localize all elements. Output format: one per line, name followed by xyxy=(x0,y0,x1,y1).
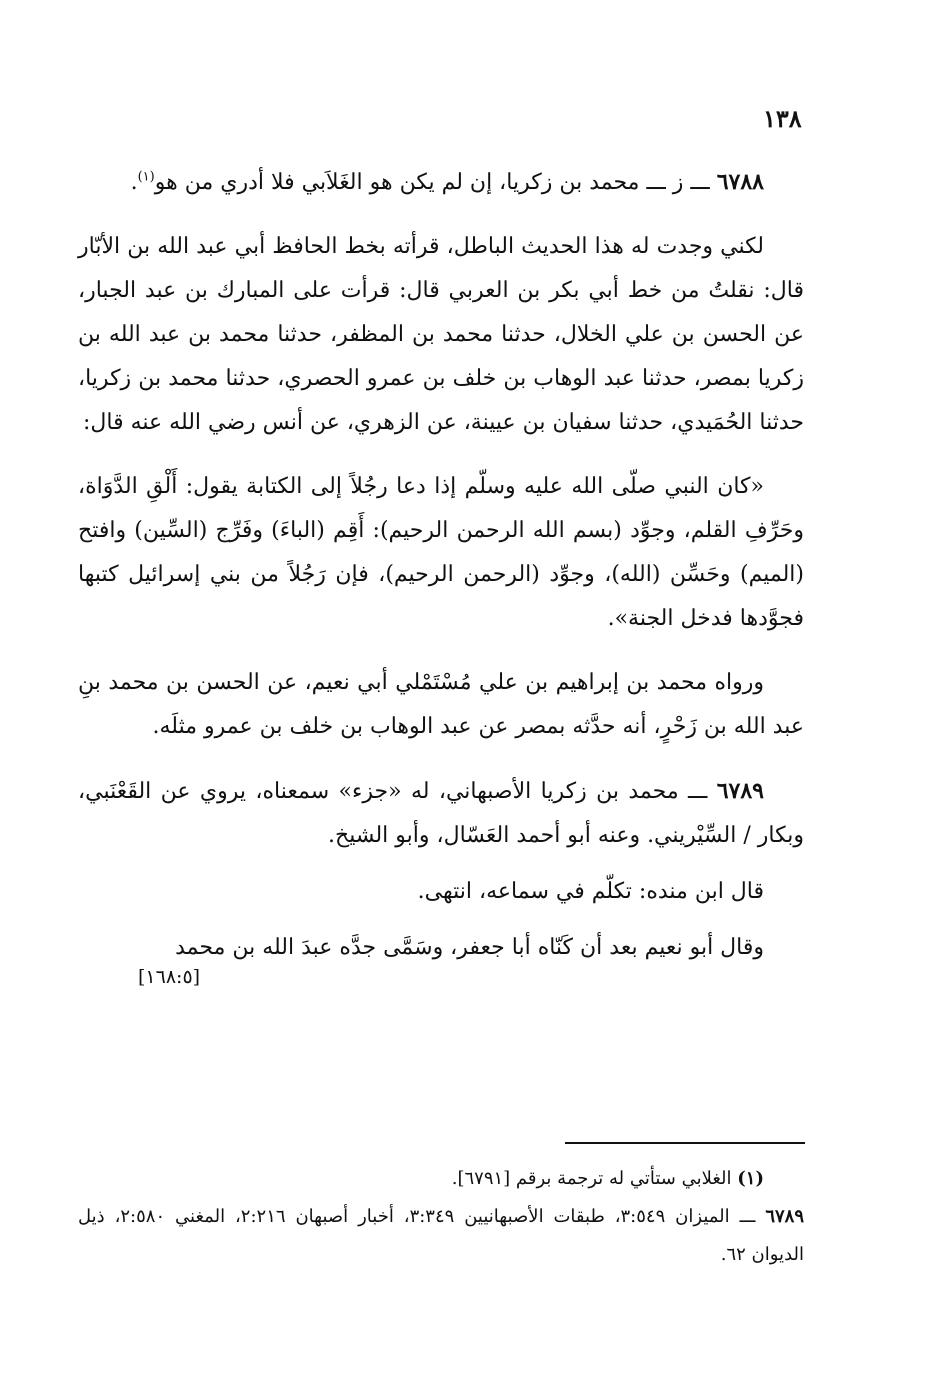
entry-tail: . xyxy=(130,170,138,195)
footnote-text: الغلابي ستأتي له ترجمة برقم [٦٧٩١]. xyxy=(451,1168,732,1189)
footnote-1 xyxy=(78,1160,804,1198)
entry-number: ٦٧٨٩ xyxy=(716,778,764,804)
footnote-number: ٦٧٨٩ xyxy=(765,1206,804,1227)
entry-text: ـــ محمد بن زكريا الأصبهاني، له «جزء» سمعناه، يروي عن القَعْنَبي، وبكار / السِّيْريني. وعنه أبو أحمد العَسّال، وأبو الشيخ. xyxy=(78,779,804,848)
main-text xyxy=(78,160,804,990)
page-number: ١٣٨ xyxy=(763,104,802,133)
footnote-number: (١) xyxy=(737,1168,764,1189)
margin-reference: [١٦٨:٥] xyxy=(138,966,201,988)
footnote-reference[interactable]: (١) xyxy=(137,169,155,185)
hadith-quote: «كان النبي صلّى الله عليه وسلّم إذا دعا رجُلاً إلى الكتابة يقول: أَلْقِ الدَّوَاة، وحَرِّفِ القلم، وجوِّد (بسم الله الرحمن الرحيم): أَقِم (الباءَ) وفَرِّج (السِّين) وافتح (الميم) وحَسِّن (الله)، وجوِّد (الرحمن الرحيم)، فإن رَجُلاً من بني إسرائيل كتبها فجوَّدها فدخل الجنة». xyxy=(78,474,804,631)
footnote-text: ـــ الميزان ٣:٥٤٩، طبقات الأصبهانيين ٣:٣٤٩، أخبار أصبهان ٢:٢١٦، المغني ٢:٥٨٠، ذيل الديوان ٦٢. xyxy=(78,1206,804,1265)
entry-6788 xyxy=(78,160,804,205)
abu-nuaym-paragraph: وقال أبو نعيم بعد أن كَنّاه أبا جعفر، وسَمَّى جدَّه عبدَ الله بن محمد xyxy=(175,935,764,960)
isnad-paragraph: لكني وجدت له هذا الحديث الباطل، قرأته بخط الحافظ أبي عبد الله بن الأبّار قال: نقلتُ من خط أبي بكر بن العربي قال: قرأت على المبارك بن عبد الجبار، عن الحسن بن علي الخلال، حدثنا محمد بن المظفر، حدثنا محمد بن عبد الله بن زكريا بمصر، حدثنا عبد الوهاب بن خلف بن عمرو الحصري، حدثنا محمد بن زكريا، حدثنا الحُمَيدي، حدثنا سفيان بن عيينة، عن الزهري، عن أنس رضي الله عنه قال: xyxy=(78,234,804,435)
entry-text: ـــ ز ـــ محمد بن زكريا، إن لم يكن هو الغَلاَبي فلا أدري من هو xyxy=(154,170,710,195)
footnotes xyxy=(78,1160,804,1274)
entry-6789 xyxy=(78,769,804,858)
entry-number: ٦٧٨٨ xyxy=(716,169,764,195)
narration-paragraph: ورواه محمد بن إبراهيم بن علي مُسْتَمْلي أبي نعيم، عن الحسن بن محمد بنِ عبد الله بن زَحْرٍ، أنه حدَّثه بمصر عن عبد الوهاب بن خلف بن عمرو مثلَه. xyxy=(78,670,804,739)
footnote-separator xyxy=(565,1142,805,1144)
footnote-sources-6789 xyxy=(78,1198,804,1274)
ibn-mandah-paragraph: قال ابن منده: تكلّم في سماعه، انتهى. xyxy=(417,879,764,904)
